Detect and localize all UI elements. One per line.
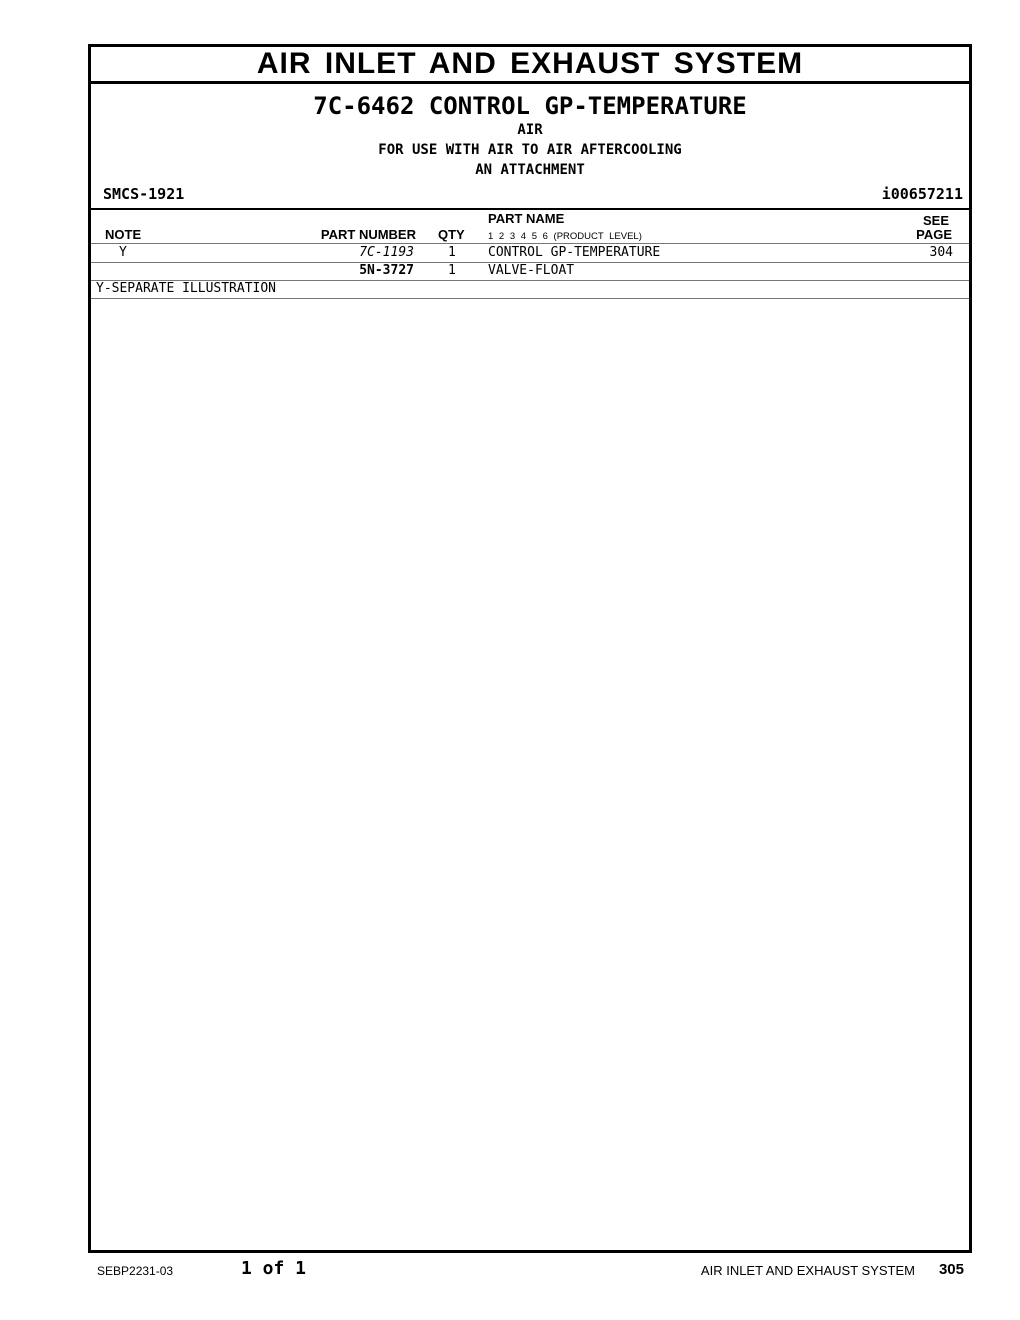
page-number: 305: [938, 1261, 964, 1278]
footnote-rule: [91, 298, 969, 299]
footer-section-title: AIR INLET AND EXHAUST SYSTEM: [700, 1263, 915, 1278]
page-of: 1 of 1: [241, 1258, 307, 1279]
col-header-note: NOTE: [105, 227, 142, 242]
row-1-part-name: CONTROL GP-TEMPERATURE: [488, 245, 661, 260]
col-header-see: SEE: [922, 213, 949, 228]
row-2-qty: 1: [448, 263, 456, 278]
col-header-part-name: PART NAME: [488, 211, 565, 226]
row-1-note: Y: [119, 245, 127, 260]
col-header-part-number: PART NUMBER: [320, 227, 416, 242]
description-line-3: AN ATTACHMENT: [475, 162, 585, 178]
row-2-part-name: VALVE-FLOAT: [488, 263, 575, 278]
description-line-1: AIR: [517, 122, 543, 138]
group-title: 7C-6462 CONTROL GP-TEMPERATURE: [313, 92, 747, 120]
row-1-see-page: 304: [929, 245, 953, 260]
row-1-qty: 1: [448, 245, 456, 260]
row-2-part-number: 5N-3727: [359, 263, 414, 278]
column-header-rule: [91, 243, 969, 244]
col-header-page: PAGE: [916, 227, 952, 242]
row-1-part-number: 7C-1193: [359, 245, 414, 260]
header-divider: [91, 208, 969, 210]
smcs-code: SMCS-1921: [103, 185, 185, 203]
footnote: Y-SEPARATE ILLUSTRATION: [96, 281, 277, 296]
doc-number: SEBP2231-03: [97, 1264, 174, 1278]
col-header-qty: QTY: [438, 227, 465, 242]
description-line-2: FOR USE WITH AIR TO AIR AFTERCOOLING: [378, 142, 682, 158]
illustration-id: i00657211: [881, 185, 963, 203]
parts-page-frame: [88, 44, 972, 1253]
col-header-product-level: 1 2 3 4 5 6 (PRODUCT LEVEL): [488, 231, 642, 242]
section-title: AIR INLET AND EXHAUST SYSTEM: [91, 47, 969, 84]
